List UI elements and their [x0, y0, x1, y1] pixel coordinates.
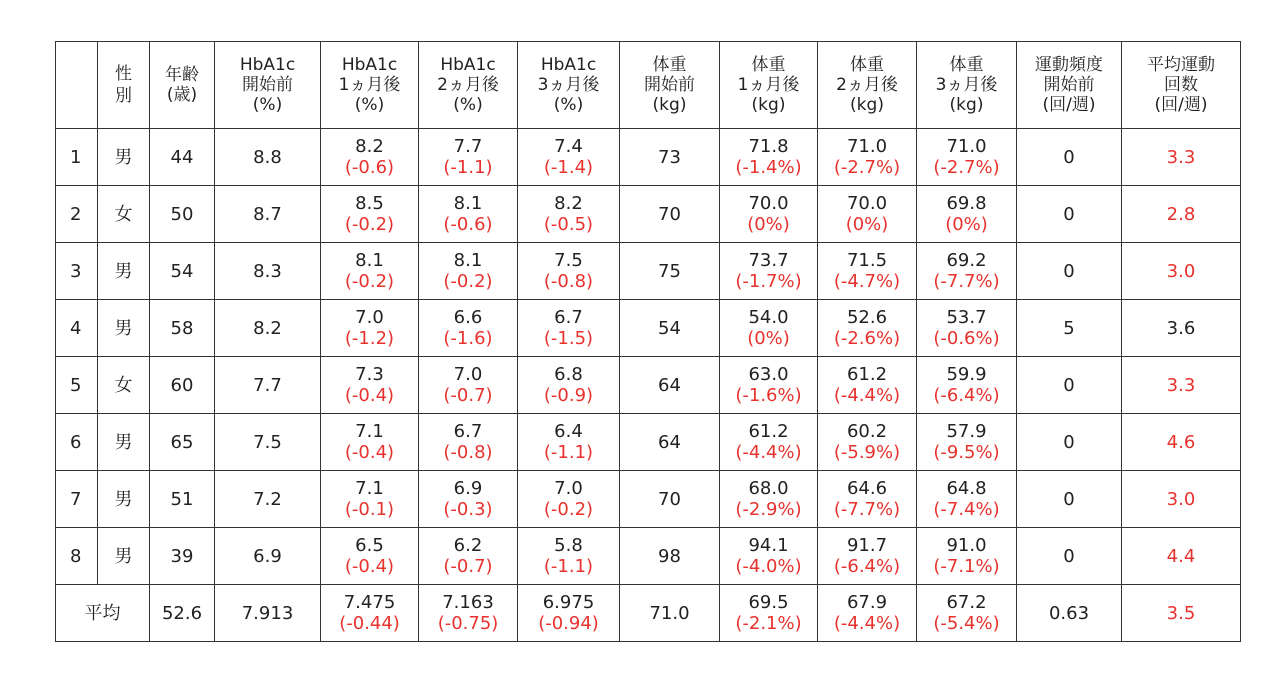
cell-hba1c-pre: 8.2 [215, 300, 321, 357]
cell-sex: 男 [98, 243, 150, 300]
cell-sex: 男 [98, 528, 150, 585]
cell-weight-1m [720, 186, 818, 243]
header-weight-2m-line: 体重 [850, 55, 884, 75]
cell-exercise-pre: 0 [1017, 186, 1122, 243]
cell-weight-1m-value: 63.0 [748, 364, 789, 385]
cell-hba1c-2m-delta: (-0.3) [443, 499, 493, 520]
cell-weight-3m-value: 53.7 [946, 307, 987, 328]
cell-hba1c-2m-value: 6.7 [453, 421, 483, 442]
cell-hba1c-1m-delta: (-0.2) [344, 214, 395, 235]
cell-weight-2m-value: 64.6 [846, 478, 888, 499]
cell-weight-pre: 70 [620, 471, 720, 528]
table-row [56, 129, 1241, 186]
cell-hba1c-pre: 8.8 [215, 129, 321, 186]
cell-no: 6 [56, 414, 98, 471]
cell-hba1c-1m [321, 300, 419, 357]
cell-exercise-avg: 3.0 [1122, 471, 1241, 528]
cell-hba1c-1m-delta: (-0.4) [344, 385, 395, 406]
header-sex [98, 42, 150, 129]
cell-weight-1m [720, 471, 818, 528]
cell-hba1c-2m-value: 8.1 [453, 193, 483, 214]
header-weight-3m-line: 体重 [949, 55, 984, 75]
average-weight-3m [917, 585, 1017, 642]
cell-hba1c-2m-delta: (-0.7) [443, 556, 493, 577]
average-hba1c-3m [518, 585, 620, 642]
average-weight-pre: 71.0 [620, 585, 720, 642]
cell-weight-2m-delta: (-4.7%) [833, 271, 901, 292]
cell-weight-pre: 98 [620, 528, 720, 585]
cell-weight-3m-delta: (-2.7%) [933, 157, 1000, 178]
cell-weight-1m-value: 61.2 [748, 421, 789, 442]
cell-hba1c-1m [321, 186, 419, 243]
average-weight-3m-value: 67.2 [946, 592, 987, 613]
header-hba1c-1m-line: HbA1c [341, 55, 398, 75]
cell-no: 1 [56, 129, 98, 186]
cell-weight-3m [917, 414, 1017, 471]
cell-hba1c-2m-value: 7.7 [453, 136, 483, 157]
cell-hba1c-3m-delta: (-0.2) [543, 499, 594, 520]
cell-hba1c-3m [518, 300, 620, 357]
cell-hba1c-2m-delta: (-0.8) [443, 442, 493, 463]
header-exercise-avg-line: 平均運動 [1147, 55, 1215, 75]
cell-sex: 男 [98, 300, 150, 357]
header-hba1c-pre [215, 42, 321, 129]
cell-hba1c-1m [321, 129, 419, 186]
average-exercise-avg: 3.5 [1122, 585, 1241, 642]
average-label: 平均 [56, 585, 150, 642]
cell-weight-2m-delta: (-6.4%) [833, 556, 901, 577]
cell-no: 2 [56, 186, 98, 243]
cell-weight-2m [818, 471, 917, 528]
cell-weight-pre: 64 [620, 357, 720, 414]
header-hba1c-3m-line: HbA1c [540, 55, 597, 75]
cell-weight-3m-value: 91.0 [946, 535, 987, 556]
cell-hba1c-3m-delta: (-1.4) [543, 157, 594, 178]
header-sex-line: 性 [115, 64, 132, 84]
table-row [56, 186, 1241, 243]
cell-weight-3m [917, 186, 1017, 243]
cell-hba1c-1m-value: 7.0 [355, 307, 384, 328]
cell-no: 3 [56, 243, 98, 300]
cell-hba1c-3m-delta: (-0.8) [543, 271, 594, 292]
cell-exercise-pre: 0 [1017, 528, 1122, 585]
cell-exercise-avg: 3.3 [1122, 129, 1241, 186]
cell-hba1c-1m [321, 471, 419, 528]
cell-hba1c-1m [321, 357, 419, 414]
cell-weight-2m-delta: (-2.6%) [833, 328, 901, 349]
cell-hba1c-pre: 6.9 [215, 528, 321, 585]
table-row [56, 357, 1241, 414]
cell-hba1c-2m [419, 300, 518, 357]
cell-hba1c-1m-delta: (-1.2) [344, 328, 395, 349]
header-hba1c-1m-line: (%) [354, 95, 385, 115]
cell-exercise-pre: 0 [1017, 243, 1122, 300]
cell-hba1c-3m [518, 186, 620, 243]
header-row [56, 42, 1241, 129]
table-footer [56, 585, 1241, 642]
average-hba1c-1m-delta: (-0.44) [339, 613, 400, 634]
average-row [56, 585, 1241, 642]
cell-weight-pre: 70 [620, 186, 720, 243]
cell-hba1c-3m-delta: (-1.1) [543, 556, 594, 577]
header-hba1c-2m-line: (%) [453, 95, 483, 115]
cell-hba1c-3m [518, 471, 620, 528]
cell-hba1c-3m-value: 7.5 [554, 250, 583, 271]
cell-hba1c-3m [518, 414, 620, 471]
cell-sex: 女 [98, 357, 150, 414]
cell-weight-2m [818, 186, 917, 243]
header-hba1c-1m-line: 1ヵ月後 [338, 75, 401, 95]
average-weight-2m-delta: (-4.4%) [833, 613, 901, 634]
cell-hba1c-2m [419, 471, 518, 528]
header-hba1c-1m [321, 42, 419, 129]
cell-weight-1m [720, 414, 818, 471]
cell-exercise-avg: 4.4 [1122, 528, 1241, 585]
cell-weight-1m-value: 94.1 [748, 535, 789, 556]
cell-weight-2m [818, 129, 917, 186]
cell-hba1c-3m-delta: (-1.1) [543, 442, 594, 463]
cell-exercise-pre: 0 [1017, 129, 1122, 186]
cell-weight-2m-value: 91.7 [846, 535, 888, 556]
cell-hba1c-3m [518, 129, 620, 186]
header-hba1c-2m-line: 2ヵ月後 [437, 75, 499, 95]
average-hba1c-2m-delta: (-0.75) [437, 613, 499, 634]
header-weight-2m [818, 42, 917, 129]
cell-weight-1m [720, 129, 818, 186]
cell-no: 7 [56, 471, 98, 528]
header-hba1c-2m [419, 42, 518, 129]
cell-age: 50 [150, 186, 215, 243]
cell-hba1c-1m-delta: (-0.2) [344, 271, 395, 292]
cell-age: 60 [150, 357, 215, 414]
cell-exercise-avg: 4.6 [1122, 414, 1241, 471]
header-exercise-avg [1122, 42, 1241, 129]
cell-weight-3m-value: 57.9 [946, 421, 987, 442]
cell-weight-1m-delta: (-4.4%) [735, 442, 802, 463]
header-sex-line: 別 [115, 86, 132, 106]
header-exercise-pre-line: 開始前 [1043, 75, 1095, 95]
header-weight-3m-line: (kg) [949, 95, 984, 115]
cell-weight-1m [720, 357, 818, 414]
cell-weight-2m [818, 243, 917, 300]
cell-exercise-pre: 0 [1017, 471, 1122, 528]
cell-hba1c-3m [518, 528, 620, 585]
cell-hba1c-2m [419, 129, 518, 186]
cell-weight-3m-value: 69.8 [946, 193, 987, 214]
cell-weight-2m-value: 60.2 [846, 421, 888, 442]
cell-hba1c-3m-value: 6.7 [554, 307, 583, 328]
cell-hba1c-2m-value: 6.2 [453, 535, 483, 556]
header-exercise-avg-line: (回/週) [1154, 95, 1208, 115]
header-weight-1m-line: 体重 [751, 55, 786, 75]
cell-weight-1m-value: 71.8 [748, 136, 789, 157]
header-age-line: (歳) [166, 85, 198, 105]
cell-exercise-pre: 0 [1017, 414, 1122, 471]
cell-hba1c-1m [321, 243, 419, 300]
header-weight-1m-line: 1ヵ月後 [737, 75, 800, 95]
cell-weight-1m-delta: (0%) [747, 328, 790, 349]
header-hba1c-pre-line: 開始前 [242, 75, 293, 95]
cell-weight-2m-delta: (-5.9%) [833, 442, 901, 463]
cell-exercise-avg: 2.8 [1122, 186, 1241, 243]
cell-hba1c-1m-delta: (-0.1) [344, 499, 395, 520]
average-weight-1m-delta: (-2.1%) [735, 613, 802, 634]
average-age: 52.6 [150, 585, 215, 642]
cell-hba1c-pre: 7.7 [215, 357, 321, 414]
average-hba1c-3m-delta: (-0.94) [538, 613, 599, 634]
cell-weight-2m-delta: (-4.4%) [833, 385, 901, 406]
cell-exercise-avg: 3.3 [1122, 357, 1241, 414]
cell-weight-3m [917, 300, 1017, 357]
cell-hba1c-3m-value: 8.2 [554, 193, 583, 214]
cell-hba1c-1m-value: 8.1 [355, 250, 384, 271]
header-weight-pre [620, 42, 720, 129]
cell-weight-3m [917, 129, 1017, 186]
cell-hba1c-1m-value: 8.5 [355, 193, 384, 214]
cell-weight-2m [818, 528, 917, 585]
cell-hba1c-2m [419, 243, 518, 300]
header-age-line: 年齢 [165, 65, 199, 85]
cell-weight-1m-delta: (0%) [747, 214, 790, 235]
table-header [56, 42, 1241, 129]
cell-sex: 男 [98, 129, 150, 186]
cell-hba1c-2m-delta: (-0.2) [443, 271, 493, 292]
cell-weight-2m-delta: (-7.7%) [833, 499, 901, 520]
header-hba1c-3m-line: (%) [553, 95, 584, 115]
cell-exercise-pre: 5 [1017, 300, 1122, 357]
cell-weight-2m-delta: (0%) [845, 214, 889, 235]
header-no [56, 42, 98, 129]
cell-age: 65 [150, 414, 215, 471]
cell-weight-1m [720, 243, 818, 300]
average-hba1c-2m-value: 7.163 [442, 592, 494, 613]
average-hba1c-2m [419, 585, 518, 642]
header-hba1c-3m [518, 42, 620, 129]
header-weight-3m-line: 3ヵ月後 [935, 75, 998, 95]
cell-weight-2m-value: 70.0 [846, 193, 888, 214]
cell-hba1c-1m [321, 528, 419, 585]
header-weight-1m-line: (kg) [751, 95, 786, 115]
results-table [55, 41, 1241, 642]
cell-hba1c-pre: 8.3 [215, 243, 321, 300]
cell-hba1c-2m-value: 6.6 [453, 307, 483, 328]
cell-hba1c-3m-delta: (-1.5) [543, 328, 594, 349]
average-weight-1m-value: 69.5 [748, 592, 789, 613]
cell-weight-3m-value: 64.8 [946, 478, 987, 499]
cell-hba1c-pre: 8.7 [215, 186, 321, 243]
cell-hba1c-3m-value: 5.8 [554, 535, 583, 556]
header-hba1c-2m-line: HbA1c [440, 55, 496, 75]
cell-hba1c-3m-value: 6.4 [554, 421, 583, 442]
cell-age: 51 [150, 471, 215, 528]
cell-weight-3m [917, 243, 1017, 300]
cell-weight-1m [720, 528, 818, 585]
average-weight-2m-value: 67.9 [846, 592, 888, 613]
cell-hba1c-1m-delta: (-0.4) [344, 442, 395, 463]
cell-weight-pre: 64 [620, 414, 720, 471]
cell-weight-pre: 75 [620, 243, 720, 300]
header-hba1c-pre-line: HbA1c [239, 55, 296, 75]
cell-hba1c-3m [518, 243, 620, 300]
cell-hba1c-2m-delta: (-0.6) [443, 214, 493, 235]
cell-hba1c-3m-delta: (-0.9) [543, 385, 594, 406]
cell-weight-2m-value: 61.2 [846, 364, 888, 385]
cell-weight-1m-value: 73.7 [748, 250, 789, 271]
cell-weight-1m-delta: (-1.6%) [735, 385, 802, 406]
cell-weight-2m-value: 71.0 [846, 136, 888, 157]
cell-hba1c-3m-value: 6.8 [554, 364, 583, 385]
cell-hba1c-1m-value: 7.1 [355, 421, 384, 442]
cell-hba1c-2m-value: 7.0 [453, 364, 483, 385]
cell-weight-3m-delta: (0%) [945, 214, 988, 235]
cell-weight-3m [917, 357, 1017, 414]
cell-hba1c-pre: 7.5 [215, 414, 321, 471]
header-weight-2m-line: (kg) [850, 95, 884, 115]
cell-age: 54 [150, 243, 215, 300]
cell-hba1c-1m-delta: (-0.4) [344, 556, 395, 577]
cell-no: 4 [56, 300, 98, 357]
cell-hba1c-1m-value: 7.3 [355, 364, 384, 385]
cell-exercise-avg: 3.0 [1122, 243, 1241, 300]
cell-hba1c-2m [419, 414, 518, 471]
header-hba1c-3m-line: 3ヵ月後 [537, 75, 600, 95]
table-body [56, 129, 1241, 585]
cell-hba1c-1m [321, 414, 419, 471]
header-weight-3m [917, 42, 1017, 129]
cell-hba1c-1m-value: 7.1 [355, 478, 384, 499]
average-hba1c-pre: 7.913 [215, 585, 321, 642]
cell-sex: 女 [98, 186, 150, 243]
cell-hba1c-3m-value: 7.4 [554, 136, 583, 157]
cell-hba1c-2m-delta: (-1.1) [443, 157, 493, 178]
cell-weight-pre: 73 [620, 129, 720, 186]
cell-weight-2m-delta: (-2.7%) [833, 157, 901, 178]
cell-weight-2m [818, 300, 917, 357]
cell-weight-1m-delta: (-1.4%) [735, 157, 802, 178]
header-weight-pre-line: 体重 [652, 55, 687, 75]
cell-hba1c-3m [518, 357, 620, 414]
cell-hba1c-1m-value: 8.2 [355, 136, 384, 157]
average-weight-3m-delta: (-5.4%) [933, 613, 1000, 634]
header-weight-1m [720, 42, 818, 129]
cell-age: 39 [150, 528, 215, 585]
table-row [56, 300, 1241, 357]
cell-weight-3m-delta: (-0.6%) [933, 328, 1000, 349]
cell-exercise-avg: 3.6 [1122, 300, 1241, 357]
cell-weight-2m [818, 414, 917, 471]
cell-weight-1m [720, 300, 818, 357]
table-row [56, 528, 1241, 585]
cell-hba1c-2m-value: 6.9 [453, 478, 483, 499]
cell-weight-3m [917, 528, 1017, 585]
cell-hba1c-2m [419, 186, 518, 243]
cell-weight-1m-value: 68.0 [748, 478, 789, 499]
cell-hba1c-pre: 7.2 [215, 471, 321, 528]
cell-weight-3m-delta: (-7.1%) [933, 556, 1000, 577]
cell-weight-1m-value: 54.0 [748, 307, 789, 328]
header-exercise-avg-line: 回数 [1164, 75, 1198, 95]
cell-sex: 男 [98, 471, 150, 528]
cell-hba1c-2m-delta: (-0.7) [443, 385, 493, 406]
average-hba1c-1m-value: 7.475 [343, 592, 396, 613]
cell-exercise-pre: 0 [1017, 357, 1122, 414]
header-exercise-pre-line: (回/週) [1042, 95, 1096, 115]
cell-weight-3m-delta: (-6.4%) [933, 385, 1000, 406]
cell-hba1c-2m [419, 357, 518, 414]
cell-weight-3m-delta: (-7.7%) [933, 271, 1000, 292]
cell-hba1c-2m [419, 528, 518, 585]
table-row [56, 243, 1241, 300]
table-row [56, 414, 1241, 471]
cell-no: 5 [56, 357, 98, 414]
cell-weight-3m-value: 59.9 [946, 364, 987, 385]
cell-weight-2m-value: 52.6 [846, 307, 888, 328]
average-hba1c-3m-value: 6.975 [542, 592, 595, 613]
header-age [150, 42, 215, 129]
cell-weight-1m-delta: (-4.0%) [735, 556, 802, 577]
cell-weight-1m-delta: (-2.9%) [735, 499, 802, 520]
header-weight-2m-line: 2ヵ月後 [836, 75, 898, 95]
cell-weight-3m [917, 471, 1017, 528]
cell-weight-3m-delta: (-7.4%) [933, 499, 1000, 520]
cell-weight-1m-delta: (-1.7%) [735, 271, 802, 292]
header-hba1c-pre-line: (%) [252, 95, 283, 115]
header-exercise-pre-line: 運動頻度 [1035, 55, 1103, 75]
header-weight-pre-line: 開始前 [644, 75, 695, 95]
cell-hba1c-1m-delta: (-0.6) [344, 157, 395, 178]
average-weight-1m [720, 585, 818, 642]
cell-hba1c-3m-delta: (-0.5) [543, 214, 594, 235]
cell-weight-2m-value: 71.5 [846, 250, 888, 271]
header-weight-pre-line: (kg) [652, 95, 687, 115]
cell-weight-3m-value: 71.0 [946, 136, 987, 157]
average-weight-2m [818, 585, 917, 642]
cell-hba1c-3m-value: 7.0 [554, 478, 583, 499]
table-row [56, 471, 1241, 528]
cell-hba1c-2m-delta: (-1.6) [443, 328, 493, 349]
cell-sex: 男 [98, 414, 150, 471]
cell-no: 8 [56, 528, 98, 585]
average-exercise-pre: 0.63 [1017, 585, 1122, 642]
cell-hba1c-2m-value: 8.1 [453, 250, 483, 271]
cell-weight-3m-delta: (-9.5%) [933, 442, 1000, 463]
cell-weight-pre: 54 [620, 300, 720, 357]
average-hba1c-1m [321, 585, 419, 642]
cell-age: 44 [150, 129, 215, 186]
cell-age: 58 [150, 300, 215, 357]
header-exercise-pre [1017, 42, 1122, 129]
cell-hba1c-1m-value: 6.5 [355, 535, 384, 556]
cell-weight-1m-value: 70.0 [748, 193, 789, 214]
cell-weight-2m [818, 357, 917, 414]
cell-weight-3m-value: 69.2 [946, 250, 987, 271]
